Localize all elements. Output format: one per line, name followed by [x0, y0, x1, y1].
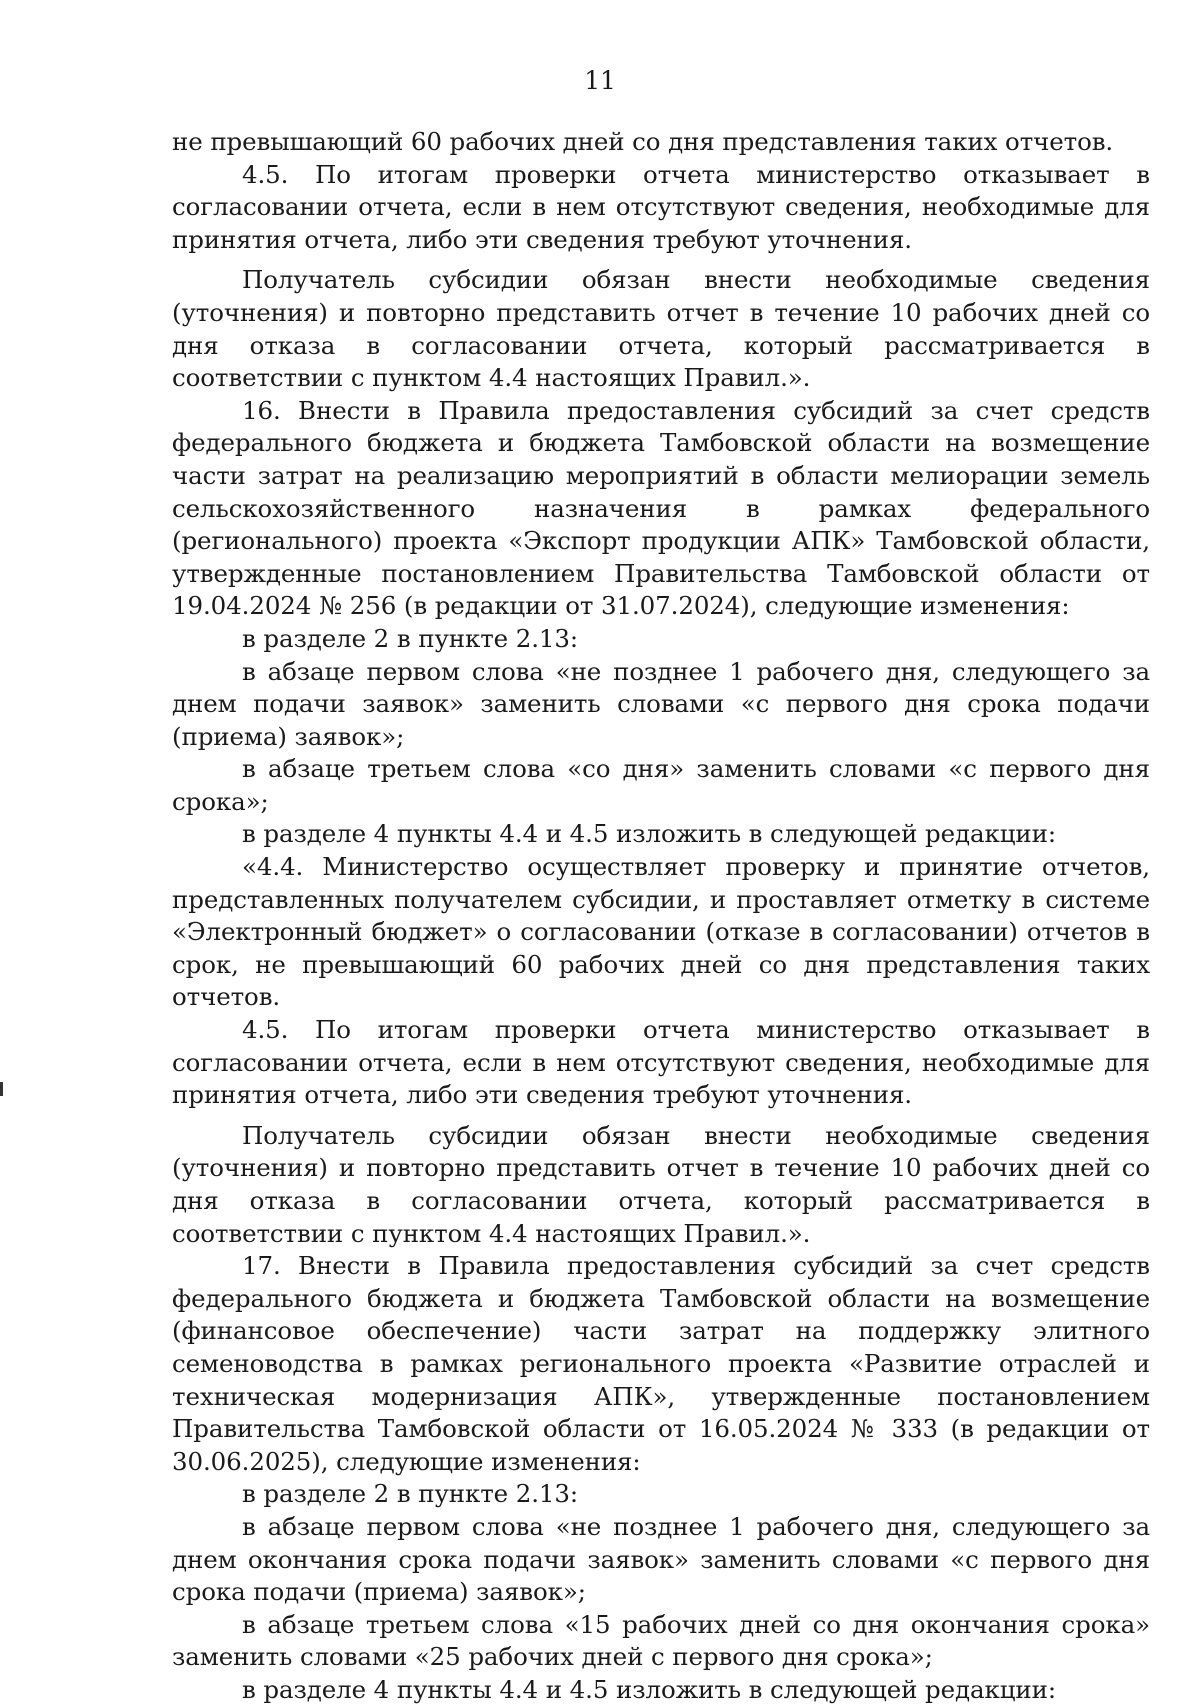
paragraph: в разделе 4 пункты 4.4 и 4.5 изложить в следующей редакции: [242, 819, 1056, 849]
paragraph: в разделе 2 в пункте 2.13: [242, 623, 579, 653]
paragraph: Получатель субсидии обязан внести необходимые сведения (уточнения) и повторно представить отчет в течение 10 рабочих дней со дня отказа в согласовании отчета, который рассматривается в соответствии с пунктом 4.4 настоящих Правил.». [172, 265, 1150, 393]
paragraph: в абзаце третьем слова «со дня» заменить словами «с первого дня срока»; [172, 754, 1150, 816]
paragraph: 17. Внести в Правила предоставления субсидий за счет средств федерального бюджета и бюджета Тамбовской области на возмещение (финансовое обеспечение) части затрат на поддержку элитного семеноводства в рамках регионального проекта «Развитие отраслей и техническая модернизация АПК», утвержденные постановлением Правительства Тамбовской области от 16.05.2024 № 333 (в редакции от 30.06.2025), следующие изменения: [172, 1251, 1150, 1476]
paragraph: в абзаце третьем слова «15 рабочих дней со дня окончания срока» заменить словами «25 рабочих дней с первого дня срока»; [172, 1609, 1150, 1672]
paragraph: не превышающий 60 рабочих дней со дня представления таких отчетов. [172, 127, 1114, 156]
paragraph: Получатель субсидии обязан внести необходимые сведения (уточнения) и повторно представить отчет в течение 10 рабочих дней со дня отказа в согласовании отчета, который рассматривается в соответствии с пунктом 4.4 настоящих Правил.». [172, 1120, 1150, 1248]
page-number: 11 [584, 66, 616, 95]
paragraph: в разделе 2 в пункте 2.13: [242, 1479, 579, 1509]
scan-edge-mark [0, 1082, 3, 1096]
paragraph: 16. Внести в Правила предоставления субсидий за счет средств федерального бюджета и бюджета Тамбовской области на возмещение части затрат на реализацию мероприятий в области мелиорации земель сельскохозяйственного назначения в рамках федерального (регионального) проекта «Экспорт продукции АПК» Тамбовской области, утвержденные постановлением Правительства Тамбовской области от 19.04.2024 № 256 (в редакции от 31.07.2024), следующие изменения: [172, 395, 1150, 621]
paragraph: в разделе 4 пункты 4.4 и 4.5 изложить в следующей редакции: [242, 1674, 1056, 1704]
paragraph: «4.4. Министерство осуществляет проверку и принятие отчетов, представленных получателем субсидии, и проставляет отметку в системе «Электронный бюджет» о согласовании (отказе в согласовании) отчетов в срок, не превышающий 60 рабочих дней со дня представления таких отчетов. [172, 852, 1150, 1012]
document-body [172, 126, 1150, 1707]
paragraph: 4.5. По итогам проверки отчета министерство отказывает в согласовании отчета, если в нем отсутствуют сведения, необходимые для принятия отчета, либо эти сведения требуют уточнения. [172, 159, 1150, 254]
paragraph: в абзаце первом слова «не позднее 1 рабочего дня, следующего за днем подачи заявок» заменить словами «с первого дня срока подачи (приема) заявок»; [172, 656, 1150, 751]
paragraph: в абзаце первом слова «не позднее 1 рабочего дня, следующего за днем окончания срока подачи заявок» заменить словами «с первого дня срока подачи (приема) заявок»; [172, 1511, 1150, 1607]
paragraph: 4.5. По итогам проверки отчета министерство отказывает в согласовании отчета, если в нем отсутствуют сведения, необходимые для принятия отчета, либо эти сведения требуют уточнения. [172, 1015, 1150, 1110]
